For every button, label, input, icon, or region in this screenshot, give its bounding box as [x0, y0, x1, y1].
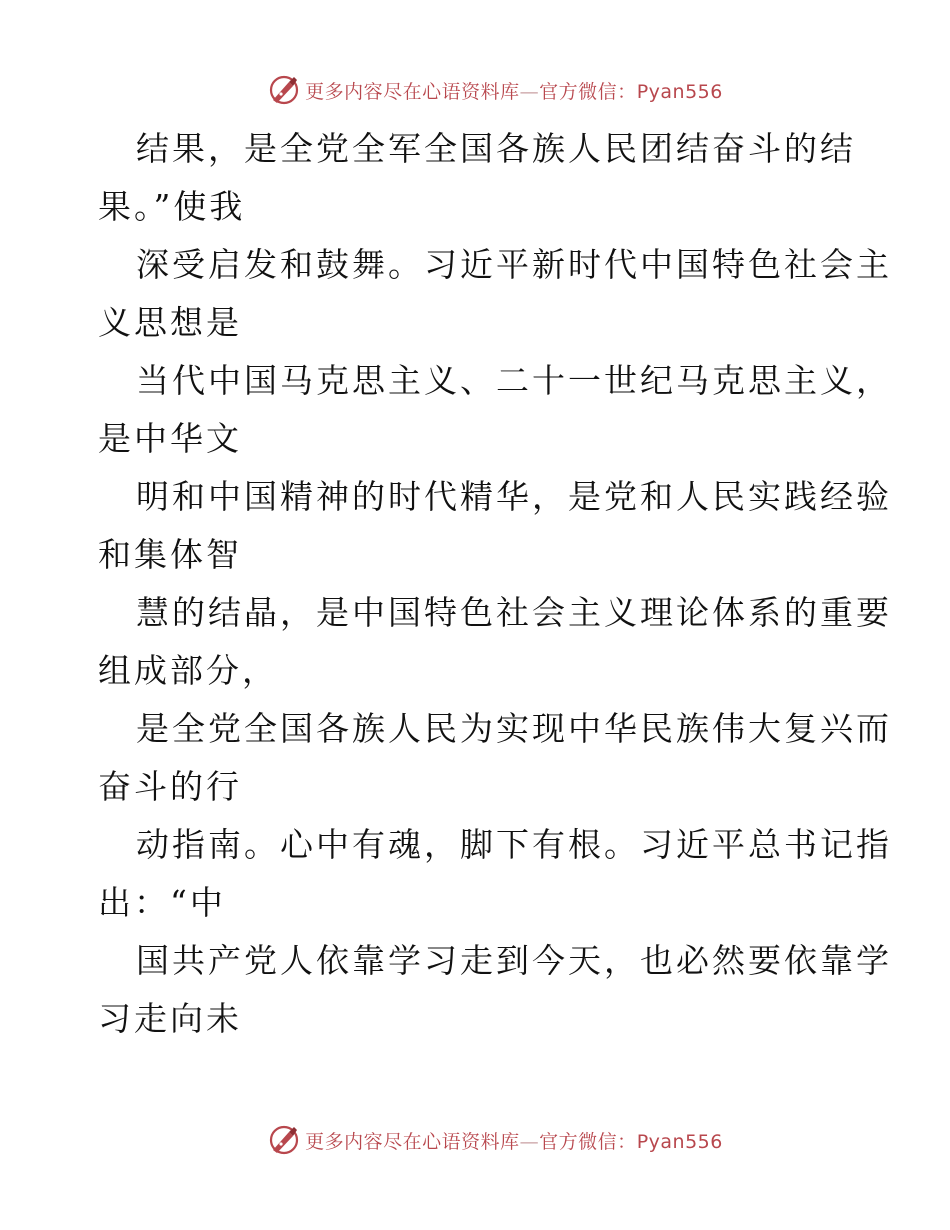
- pen-nib-logo-icon: [267, 73, 301, 107]
- text-line: 深受启发和鼓舞。习近平新时代中国特色社会主: [136, 245, 892, 284]
- text-line: 是中华文: [98, 419, 242, 458]
- text-line: 国共产党人依靠学习走到今天，也必然要依靠学: [136, 941, 892, 980]
- text-line: 当代中国马克思主义、二十一世纪马克思主义，: [136, 361, 892, 400]
- header-wechat-id: Pyan556: [636, 80, 723, 103]
- header-banner-text: [305, 77, 723, 104]
- header-wechat-label: 官方微信：: [539, 80, 637, 103]
- text-line: 果。”使我: [98, 187, 246, 226]
- text-line: 义思想是: [98, 303, 242, 342]
- document-body: [98, 120, 892, 1048]
- footer-banner: [0, 1120, 950, 1160]
- footer-banner-text: [305, 1127, 723, 1154]
- text-line: 奋斗的行: [98, 767, 242, 806]
- footer-banner-content: [267, 1123, 723, 1157]
- text-line: 动指南。心中有魂，脚下有根。习近平总书记指: [136, 825, 892, 864]
- text-line: 习走向未: [98, 999, 242, 1038]
- text-line: 出：“中: [98, 883, 226, 922]
- text-line: 慧的结晶，是中国特色社会主义理论体系的重要: [136, 593, 892, 632]
- header-site-text: 更多内容尽在心语资料库: [305, 80, 520, 103]
- header-banner: [0, 70, 950, 110]
- header-banner-content: [267, 73, 723, 107]
- pen-nib-logo-icon: [267, 1123, 301, 1157]
- text-line: 结果，是全党全军全国各族人民团结奋斗的结: [136, 129, 856, 168]
- text-line: 和集体智: [98, 535, 242, 574]
- text-line: 组成部分，: [98, 651, 278, 690]
- footer-wechat-id: Pyan556: [636, 1130, 723, 1153]
- footer-dash: —: [519, 1130, 540, 1153]
- header-dash: —: [519, 80, 540, 103]
- text-line: 是全党全国各族人民为实现中华民族伟大复兴而: [136, 709, 892, 748]
- footer-site-text: 更多内容尽在心语资料库: [305, 1130, 520, 1153]
- footer-wechat-label: 官方微信：: [539, 1130, 637, 1153]
- text-line: 明和中国精神的时代精华，是党和人民实践经验: [136, 477, 892, 516]
